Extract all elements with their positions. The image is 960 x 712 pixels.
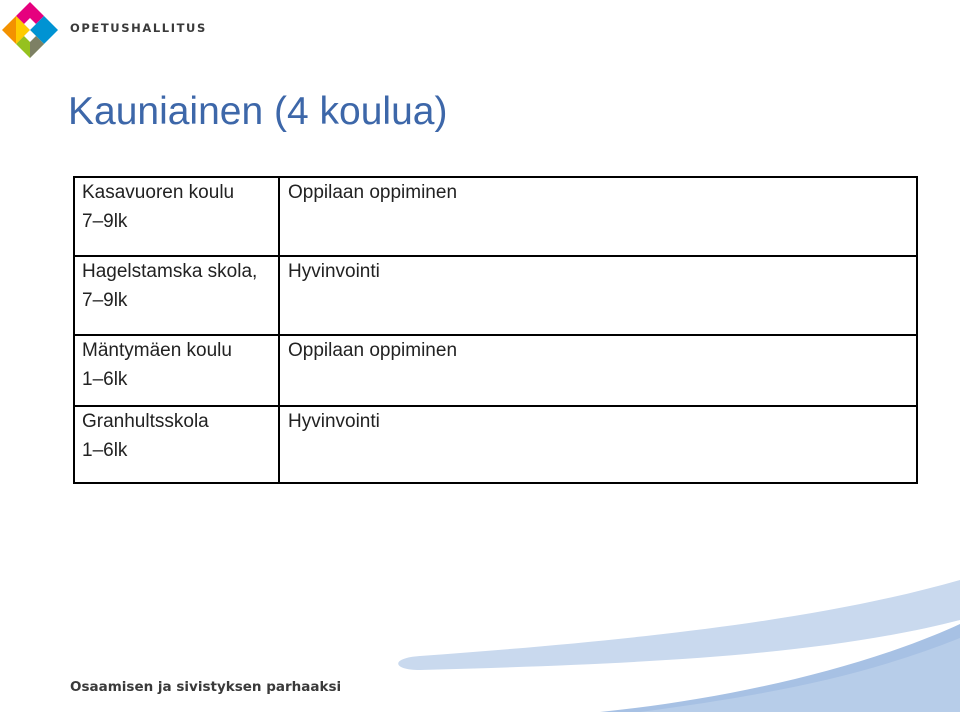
school-name: Hagelstamska skola, bbox=[82, 261, 258, 282]
schools-table bbox=[73, 176, 918, 484]
table-row bbox=[74, 177, 917, 256]
focus-cell: Hyvinvointi bbox=[279, 406, 917, 483]
table-row bbox=[74, 256, 917, 335]
school-grades: 7–9lk bbox=[82, 290, 128, 311]
slide-title: Kauniainen (4 koulua) bbox=[68, 90, 448, 133]
school-name: Mäntymäen koulu bbox=[82, 340, 232, 361]
school-name: Granhultsskola bbox=[82, 411, 209, 432]
school-cell bbox=[74, 406, 279, 483]
focus-cell: Hyvinvointi bbox=[279, 256, 917, 335]
org-name: OPETUSHALLITUS bbox=[70, 21, 207, 35]
footer-slogan: Osaamisen ja sivistyksen parhaaksi bbox=[70, 679, 342, 695]
school-grades: 7–9lk bbox=[82, 211, 128, 232]
table-row bbox=[74, 406, 917, 483]
focus-cell: Oppilaan oppiminen bbox=[279, 177, 917, 256]
school-cell bbox=[74, 256, 279, 335]
school-name: Kasavuoren koulu bbox=[82, 182, 235, 203]
focus-cell: Oppilaan oppiminen bbox=[279, 335, 917, 406]
opetushallitus-logo-icon bbox=[0, 0, 60, 60]
school-grades: 1–6lk bbox=[82, 369, 128, 390]
school-cell bbox=[74, 177, 279, 256]
school-cell bbox=[74, 335, 279, 406]
table-row bbox=[74, 335, 917, 406]
school-grades: 1–6lk bbox=[82, 440, 128, 461]
